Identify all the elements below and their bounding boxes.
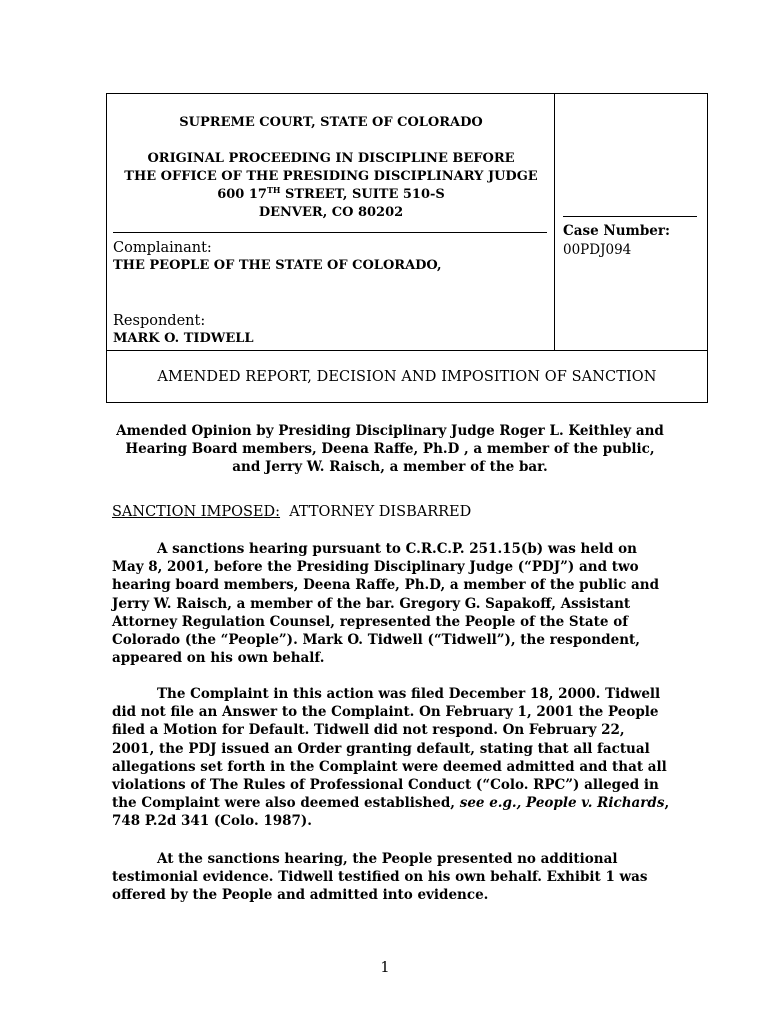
complainant-label: Complainant:: [113, 240, 212, 256]
respondent-label: Respondent:: [113, 313, 206, 329]
court-address: 600 17TH STREET, SUITE 510-S: [217, 185, 445, 202]
paragraph-line: A sanctions hearing pursuant to C.R.C.P. 251.15(b) was held on: [157, 541, 638, 557]
paragraph-evidence: [112, 850, 660, 905]
paragraph-line: At the sanctions hearing, the People presented no additional: [157, 851, 618, 867]
caption-right-panel: [555, 94, 707, 350]
court-city: DENVER, CO 80202: [258, 205, 404, 220]
case-number-label: Case Number:: [563, 223, 670, 239]
paragraph-hearing: [112, 540, 660, 667]
sanction-label: SANCTION IMPOSED:: [112, 504, 281, 520]
paragraph-line: Attorney Regulation Counsel, represented the People of the State of: [112, 613, 629, 630]
respondent-name: MARK O. TIDWELL: [113, 331, 254, 346]
court-proceeding-block: [113, 150, 549, 222]
caption-left-panel: [107, 94, 555, 350]
complainant-name: THE PEOPLE OF THE STATE OF COLORADO,: [113, 258, 442, 273]
paragraph-line: allegations set forth in the Complaint were deemed admitted and that all: [112, 758, 667, 775]
opinion-line: Hearing Board members, Deena Raffe, Ph.D , a member of the public,: [125, 441, 655, 457]
opinion-line: Amended Opinion by Presiding Disciplinary Judge Roger L. Keithley and: [116, 423, 664, 439]
paragraph-line: offered by the People and admitted into evidence.: [112, 887, 489, 904]
paragraph-line-citation: the Complaint were also deemed established, see e.g., People v. Richards,: [112, 795, 670, 812]
paragraph-line: 2001, the PDJ issued an Order granting default, stating that all factual: [112, 740, 650, 757]
paragraph-line: Colorado (the “People”). Mark O. Tidwell (“Tidwell”), the respondent,: [112, 632, 640, 649]
paragraph-complaint: [112, 685, 670, 831]
sanction-imposed: [112, 502, 471, 522]
sanction-value: ATTORNEY DISBARRED: [289, 504, 472, 520]
paragraph-line: did not file an Answer to the Complaint. On February 1, 2001 the People: [112, 704, 659, 721]
proceeding-line: ORIGINAL PROCEEDING IN DISCIPLINE BEFORE: [147, 151, 515, 166]
paragraph-line: testimonial evidence. Tidwell testified on his own behalf. Exhibit 1 was: [112, 869, 648, 886]
proceeding-line: THE OFFICE OF THE PRESIDING DISCIPLINARY JUDGE: [124, 169, 538, 184]
report-title: AMENDED REPORT, DECISION AND IMPOSITION OF SANCTION: [107, 350, 707, 402]
paragraph-line: 748 P.2d 341 (Colo. 1987).: [112, 813, 313, 830]
paragraph-line: May 8, 2001, before the Presiding Disciplinary Judge (“PDJ”) and two: [112, 559, 639, 576]
opinion-byline: [110, 422, 670, 476]
case-number: 00PDJ094: [563, 242, 632, 258]
caption-divider: [113, 232, 547, 233]
paragraph-line: violations of The Rules of Professional Conduct (“Colo. RPC”) alleged in: [112, 777, 659, 794]
paragraph-line: filed a Motion for Default. Tidwell did not respond. On February 22,: [112, 722, 625, 739]
paragraph-line: Jerry W. Raisch, a member of the bar. Gregory G. Sapakoff, Assistant: [112, 595, 631, 612]
case-number-divider: [563, 216, 697, 217]
complainant-block: [113, 239, 442, 275]
case-caption-box: [106, 93, 708, 403]
respondent-block: [113, 312, 254, 348]
paragraph-line: The Complaint in this action was filed December 18, 2000. Tidwell: [157, 686, 661, 702]
case-citation: see e.g., People v. Richards: [459, 795, 665, 812]
page-number: 1: [380, 960, 390, 976]
case-number-block: [563, 222, 670, 260]
court-name: SUPREME COURT, STATE OF COLORADO: [179, 115, 483, 130]
paragraph-line: appeared on his own behalf.: [112, 650, 325, 667]
opinion-line: and Jerry W. Raisch, a member of the bar.: [232, 459, 548, 475]
paragraph-line: hearing board members, Deena Raffe, Ph.D, a member of the public and: [112, 577, 660, 594]
